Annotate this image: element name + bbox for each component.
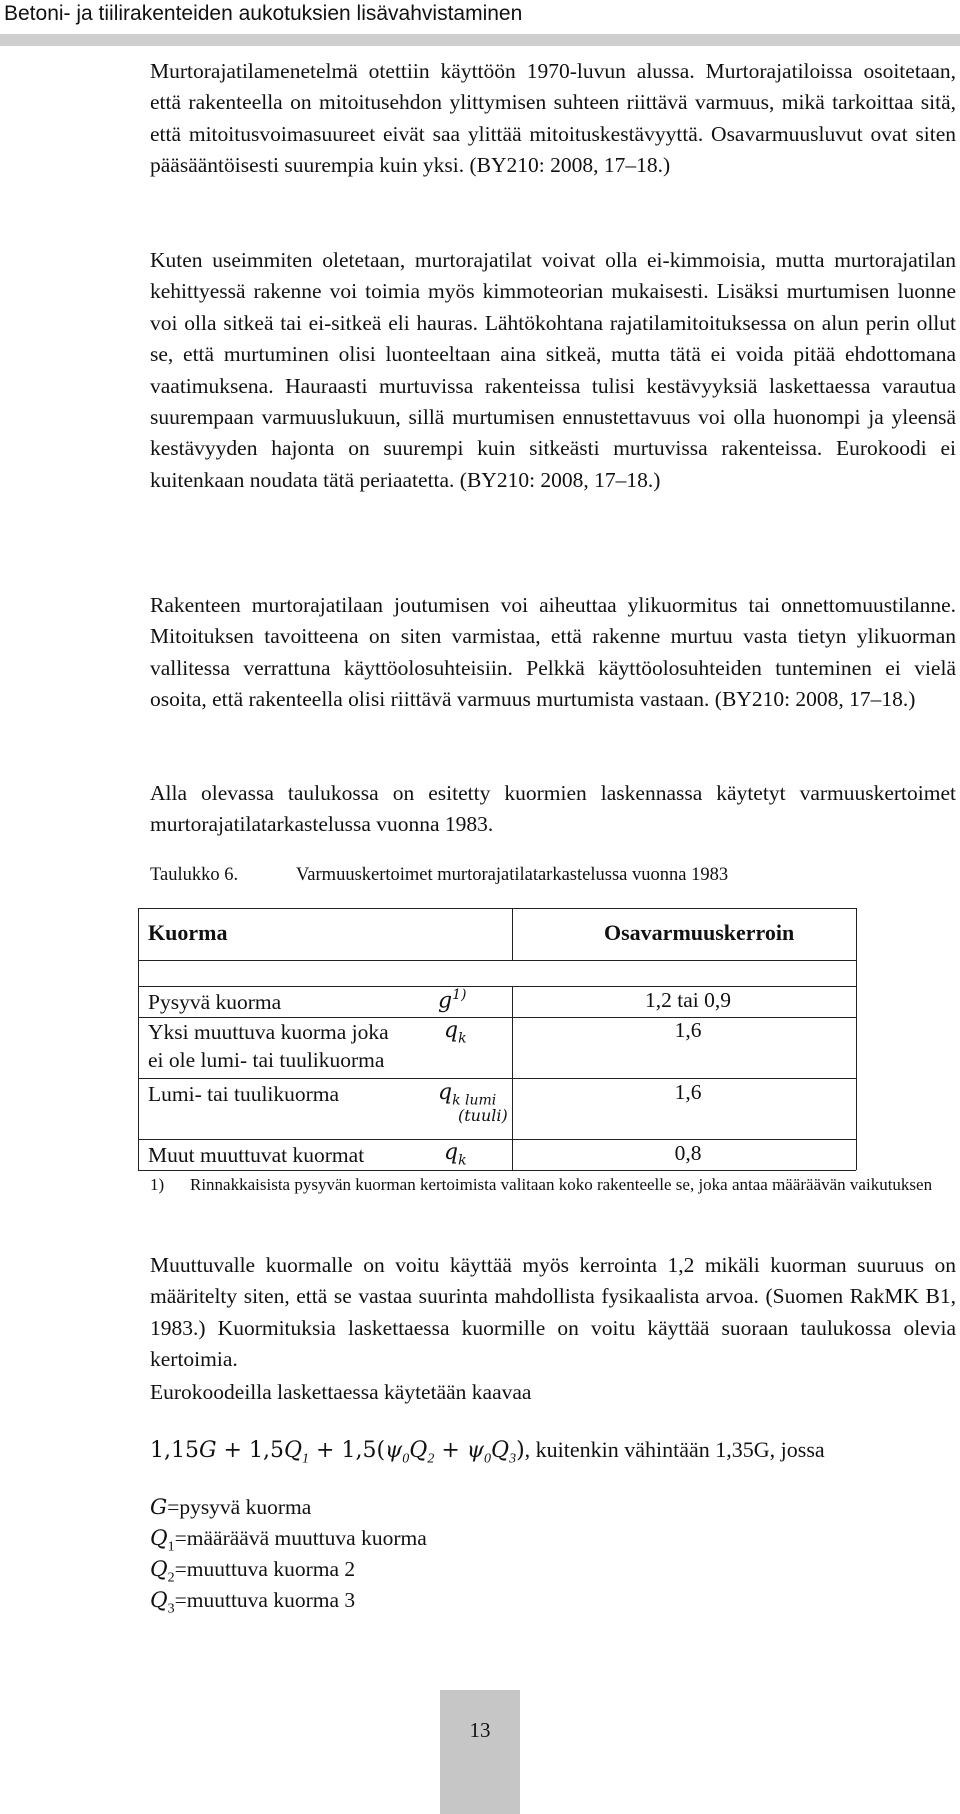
table-rule [856,908,857,1170]
formula-tail: , kuitenkin vähintään 1,35G, jossa [524,1437,825,1462]
row-name: Lumi- tai tuulikuorma [148,1082,340,1106]
eurocode-formula: $1,15G + 1,5Q_1 + 1,5(\psi_0Q_2 + \psi_0Q_3)$, kuitenkin vähintään 1,35G, jossa [150,1437,825,1467]
row-name: Pysyvä kuorma [148,990,282,1014]
table-rule [138,908,856,909]
running-header: Betoni- ja tiilirakenteiden aukotuksien lisävahvistaminen [4,2,523,25]
page-number-box [440,1690,520,1814]
table-rule [512,908,513,960]
table-rule [512,986,513,1170]
row-name-cont: ei ole lumi- tai tuulikuorma [148,1048,385,1072]
table-rule [138,986,856,987]
row-symbol-cont: (tuuli) [458,1106,508,1125]
row-symbol: $q_k$ [444,1140,467,1169]
footnote-number: 1) [150,1175,165,1194]
paragraph-4: Alla olevassa taulukossa on esitetty kuormien laskennassa käytetyt varmuuskertoimet murtorajatilatarkastelussa vuonna 1983. [150,781,956,837]
definition-item: $Q_1=määräävä$ muuttuva kuorma [150,1526,427,1555]
paragraph-5: Muuttuvalle kuormalle on voitu käyttää myös kerrointa 1,2 mikäli kuorman suuruus on määritelty siten, että se vastaa suurinta mahdollista fysikaalista arvoa. (Suomen RakMK B1, 1983.) Kuormituksia laskettaessa kuormille on voitu käyttää suoraan taulukossa olevia kertoimia. [150,1253,956,1372]
table-rule [138,1139,856,1140]
row-value: 1,2 tai 0,9 [645,988,731,1012]
table-rule [138,908,139,1170]
page-number: 13 [469,1718,491,1742]
definition-item: $Q_2=muuttuva$ kuorma 2 [150,1557,356,1586]
table-rule [138,1078,856,1079]
definition-item: G=pysyvä kuorma [150,1495,312,1520]
safety-factor-table [138,908,856,1170]
paragraph-1: Murtorajatilamenetelmä otettiin käyttöön 1970-luvun alussa. Murtorajatiloissa osoitetaan, että rakenteella on mitoitusehdon ylittymisen suhteen riittävä varmuus, mikä tarkoittaa sitä, että mitoitusvoimasuureet eivät saa ylittää mitoituskestävyyttä. Osavarmuusluvut ovat siten pääsääntöisesti suurempia kuin yksi. (BY210: 2008, 17–18.) [150,59,956,178]
table-rule [138,1170,856,1171]
row-symbol: $g^{1)}$ [438,987,467,1014]
header-rule [0,34,960,46]
row-symbol: $q_{k lumi}$ [438,1080,497,1109]
paragraph-2: Kuten useimmiten oletetaan, murtorajatilat voivat olla ei-kimmoisia, mutta murtorajatilan kehittyessä rakenne voi toimia myös kimmoteorian mukaisesti. Lisäksi murtumisen luonne voi olla sitkeä tai ei-sitkeä eli hauras. Lähtökohtana rajatilamitoituksessa on alun perin ollut se, että murtuminen olisi luonteeltaan aina sitkeä, mutta tätä ei voida pitää ehdottomana vaatimuksena. Hauraasti murtuvissa rakenteissa tulisi kestävyyksiä laskettaessa varautua suurempaan varmuuslukuun, sillä murtumisen ennustettavuus voi olla huonompi ja yleensä kestävyyden hajonta on suurempi kuin sitkeästi murtuvissa rakenteissa. Eurokoodi ei kuitenkaan noudata tätä periaatetta. (BY210: 2008, 17–18.) [150,248,956,492]
definition-item: $Q_3=muuttuva$ kuorma 3 [150,1588,356,1617]
row-value: 1,6 [674,1080,702,1104]
paragraph-6: Eurokoodeilla laskettaessa käytetään kaavaa [150,1380,532,1404]
row-value: 1,6 [674,1018,702,1042]
header-factor: Osavarmuuskerroin [604,920,795,945]
row-name: Yksi muuttuva kuorma joka [148,1020,389,1044]
paragraph-3: Rakenteen murtorajatilaan joutumisen voi aiheuttaa ylikuormitus tai onnettomuustilanne. Mitoituksen tavoitteena on siten varmistaa, että rakenne murtuu vasta tietyn ylikuorman vallitessa verrattuna käyttöolosuhteisiin. Pelkkä käyttöolosuhteiden tunteminen ei vielä osoita, että rakenteella olisi riittävä varmuus murtumista vastaan. (BY210: 2008, 17–18.) [150,593,956,712]
row-value: 0,8 [674,1141,702,1165]
table-rule [138,960,856,961]
row-symbol: $q_k$ [444,1018,467,1047]
caption-text: Varmuuskertoimet murtorajatilatarkastelussa vuonna 1983 [296,865,729,885]
footnote-text: Rinnakkaisista pysyvän kuorman kertoimista valitaan koko rakenteelle se, joka antaa määräävän vaikutuksen [190,1175,933,1194]
table-caption [150,862,956,888]
caption-label: Taulukko 6. [150,865,239,885]
header-load: Kuorma [148,920,228,945]
row-name: Muut muuttuvat kuormat [148,1143,365,1167]
